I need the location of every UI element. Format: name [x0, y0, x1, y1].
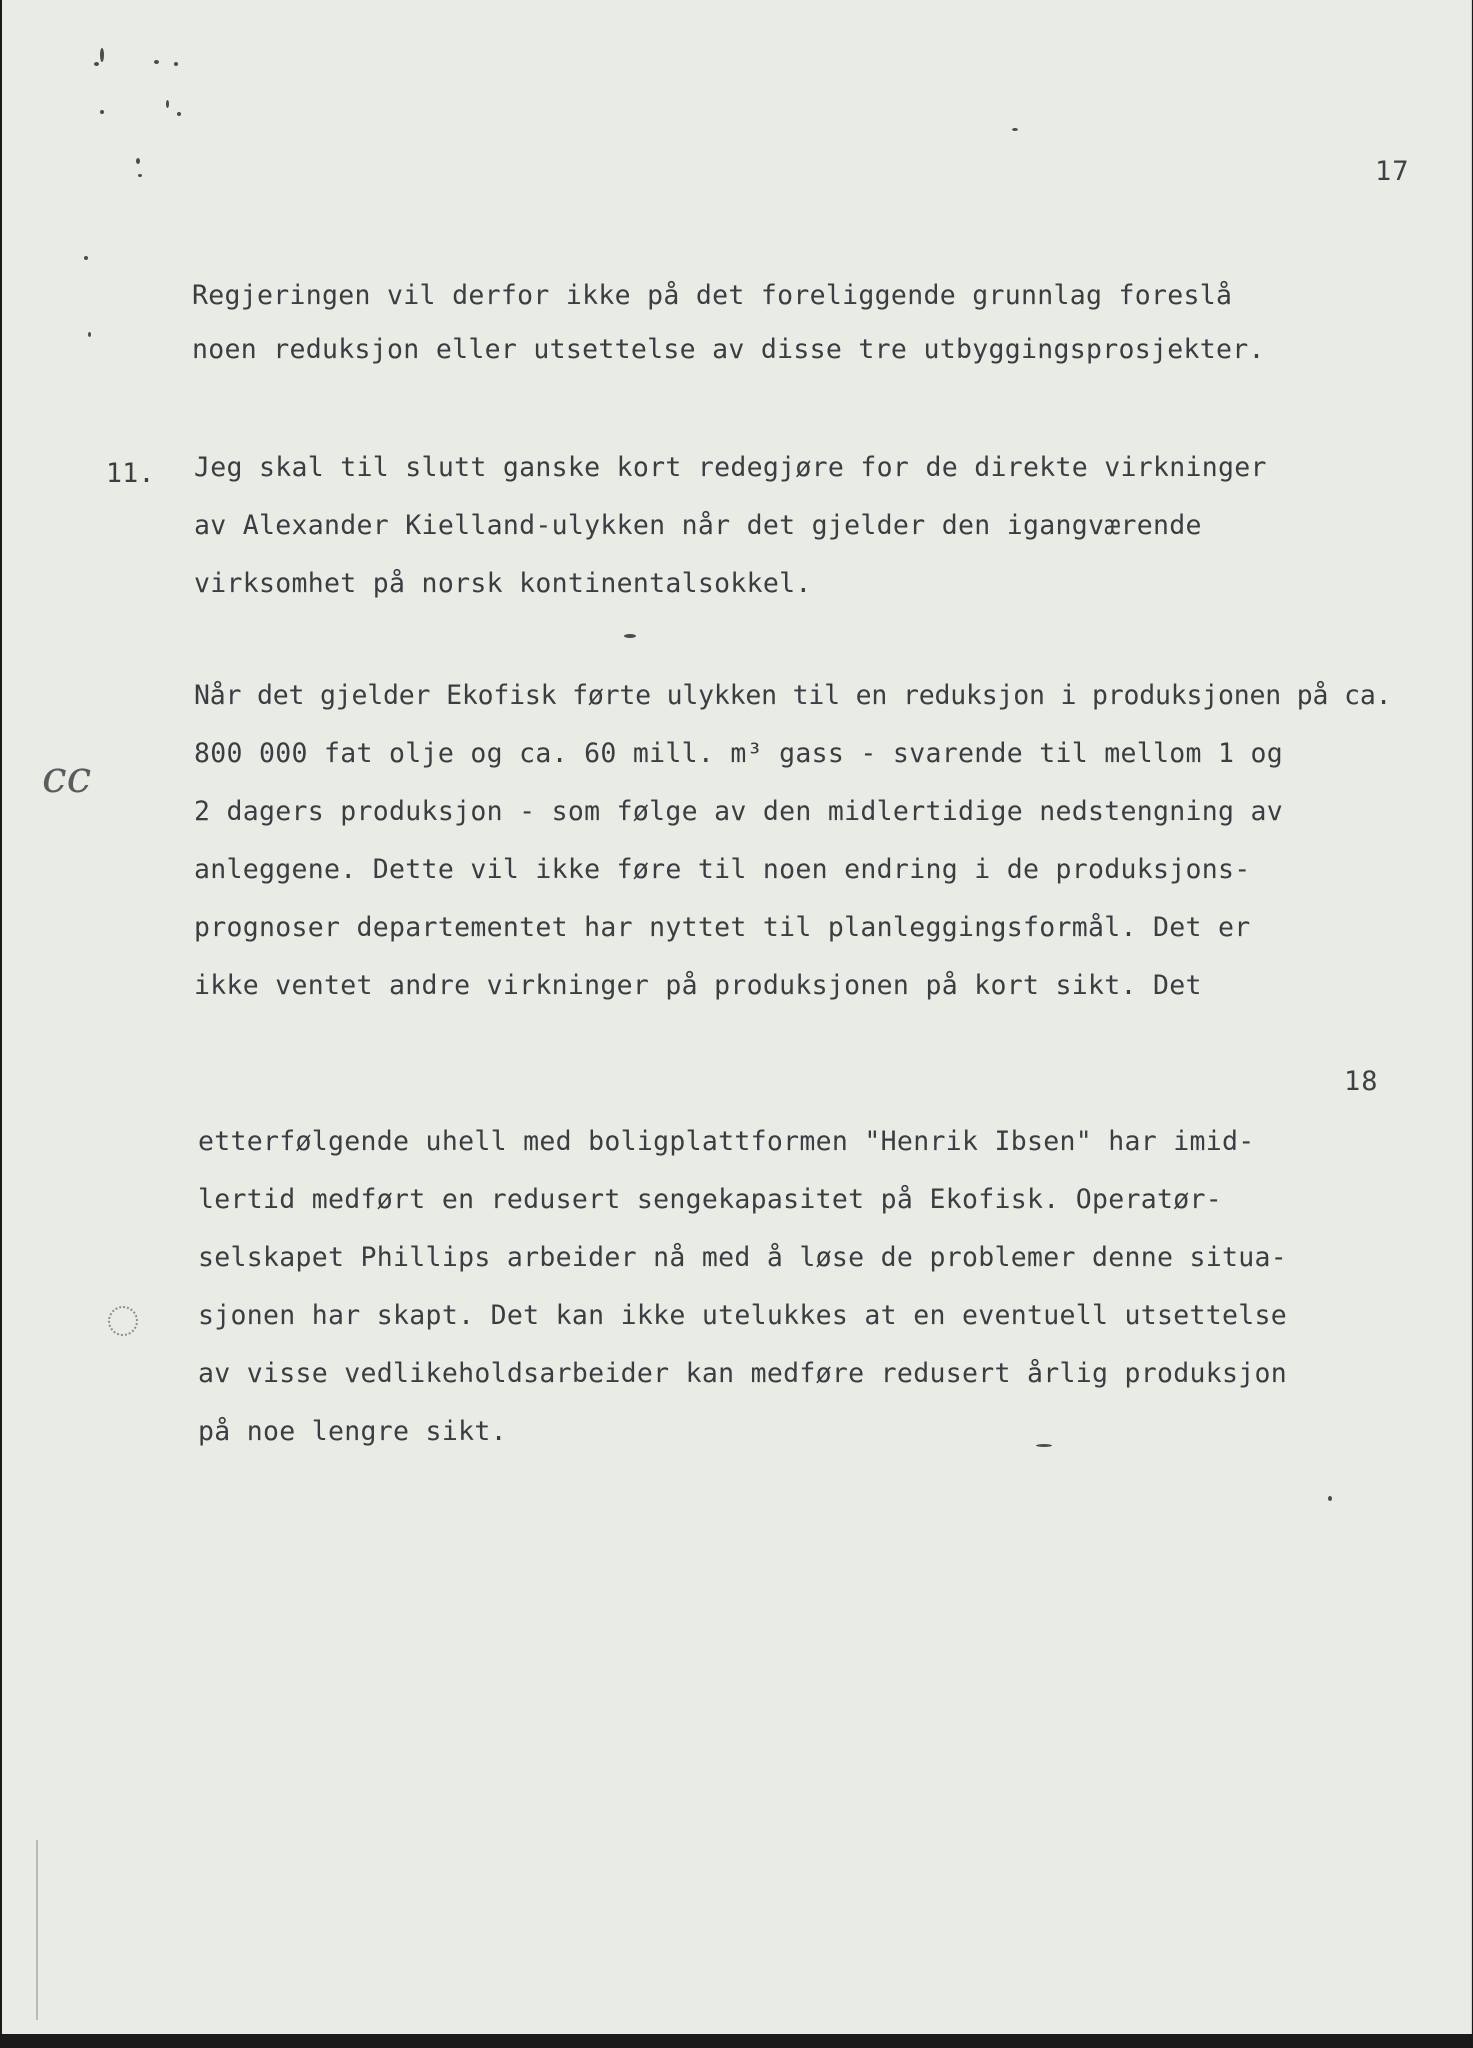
text-line: selskapet Phillips arbeider nå med å løse de problemer denne situa- — [198, 1242, 1288, 1273]
text-line: av Alexander Kielland-ulykken når det gjelder den igangværende — [194, 510, 1202, 541]
text-line: Regjeringen vil derfor ikke på det foreliggende grunnlag foreslå — [192, 280, 1233, 311]
text-line: noen reduksjon eller utsettelse av disse tre utbyggingsprosjekter. — [192, 334, 1265, 365]
text-line: 800 000 fat olje og ca. 60 mill. m³ gass - svarende til mellom 1 og — [194, 738, 1284, 769]
text-line: etterfølgende uhell med boligplattformen "Henrik Ibsen" har imid- — [198, 1126, 1255, 1157]
section-number: 11. — [106, 458, 155, 489]
scan-speck — [88, 332, 91, 337]
scan-speck — [100, 110, 104, 114]
scan-speck — [1012, 128, 1018, 131]
text-line: 2 dagers produksjon - som følge av den midlertidige nedstengning av — [194, 796, 1284, 827]
scan-speck — [624, 634, 636, 638]
scan-speck — [136, 158, 140, 164]
punch-hole-mark — [108, 1306, 138, 1336]
text-line: på noe lengre sikt. — [198, 1416, 507, 1447]
text-line: Jeg skal til slutt ganske kort redegjøre for de direkte virkninger — [194, 452, 1267, 483]
text-line: virksomhet på norsk kontinentalsokkel. — [194, 568, 812, 599]
handwritten-margin-mark: cc — [42, 752, 92, 803]
scan-speck — [154, 60, 159, 64]
scan-speck — [84, 256, 88, 260]
text-line: ikke ventet andre virkninger på produksjonen på kort sikt. Det — [194, 970, 1202, 1001]
text-line: av visse vedlikeholdsarbeider kan medføre redusert årlig produksjon — [198, 1358, 1288, 1389]
scan-speck — [94, 62, 99, 66]
scan-speck — [1328, 1496, 1332, 1501]
document-page — [2, 0, 1472, 2034]
scan-speck — [1036, 1444, 1052, 1447]
page-number-top: 17 — [1375, 156, 1410, 187]
text-line: Når det gjelder Ekofisk førte ulykken til en reduksjon i produksjonen på ca. — [194, 680, 1392, 711]
scan-speck — [177, 112, 181, 116]
scan-speck — [174, 62, 178, 66]
page-number-middle: 18 — [1344, 1066, 1379, 1097]
scan-speck — [138, 174, 142, 177]
scan-edge — [36, 1840, 38, 2020]
text-line: sjonen har skapt. Det kan ikke utelukkes at en eventuell utsettelse — [198, 1300, 1288, 1331]
text-line: anleggene. Dette vil ikke føre til noen endring i de produksjons- — [194, 854, 1251, 885]
text-line: lertid medført en redusert sengekapasitet på Ekofisk. Operatør- — [198, 1184, 1223, 1215]
text-line: prognoser departementet har nyttet til planleggingsformål. Det er — [194, 912, 1251, 943]
scan-speck — [166, 100, 169, 108]
scan-speck — [100, 48, 104, 62]
